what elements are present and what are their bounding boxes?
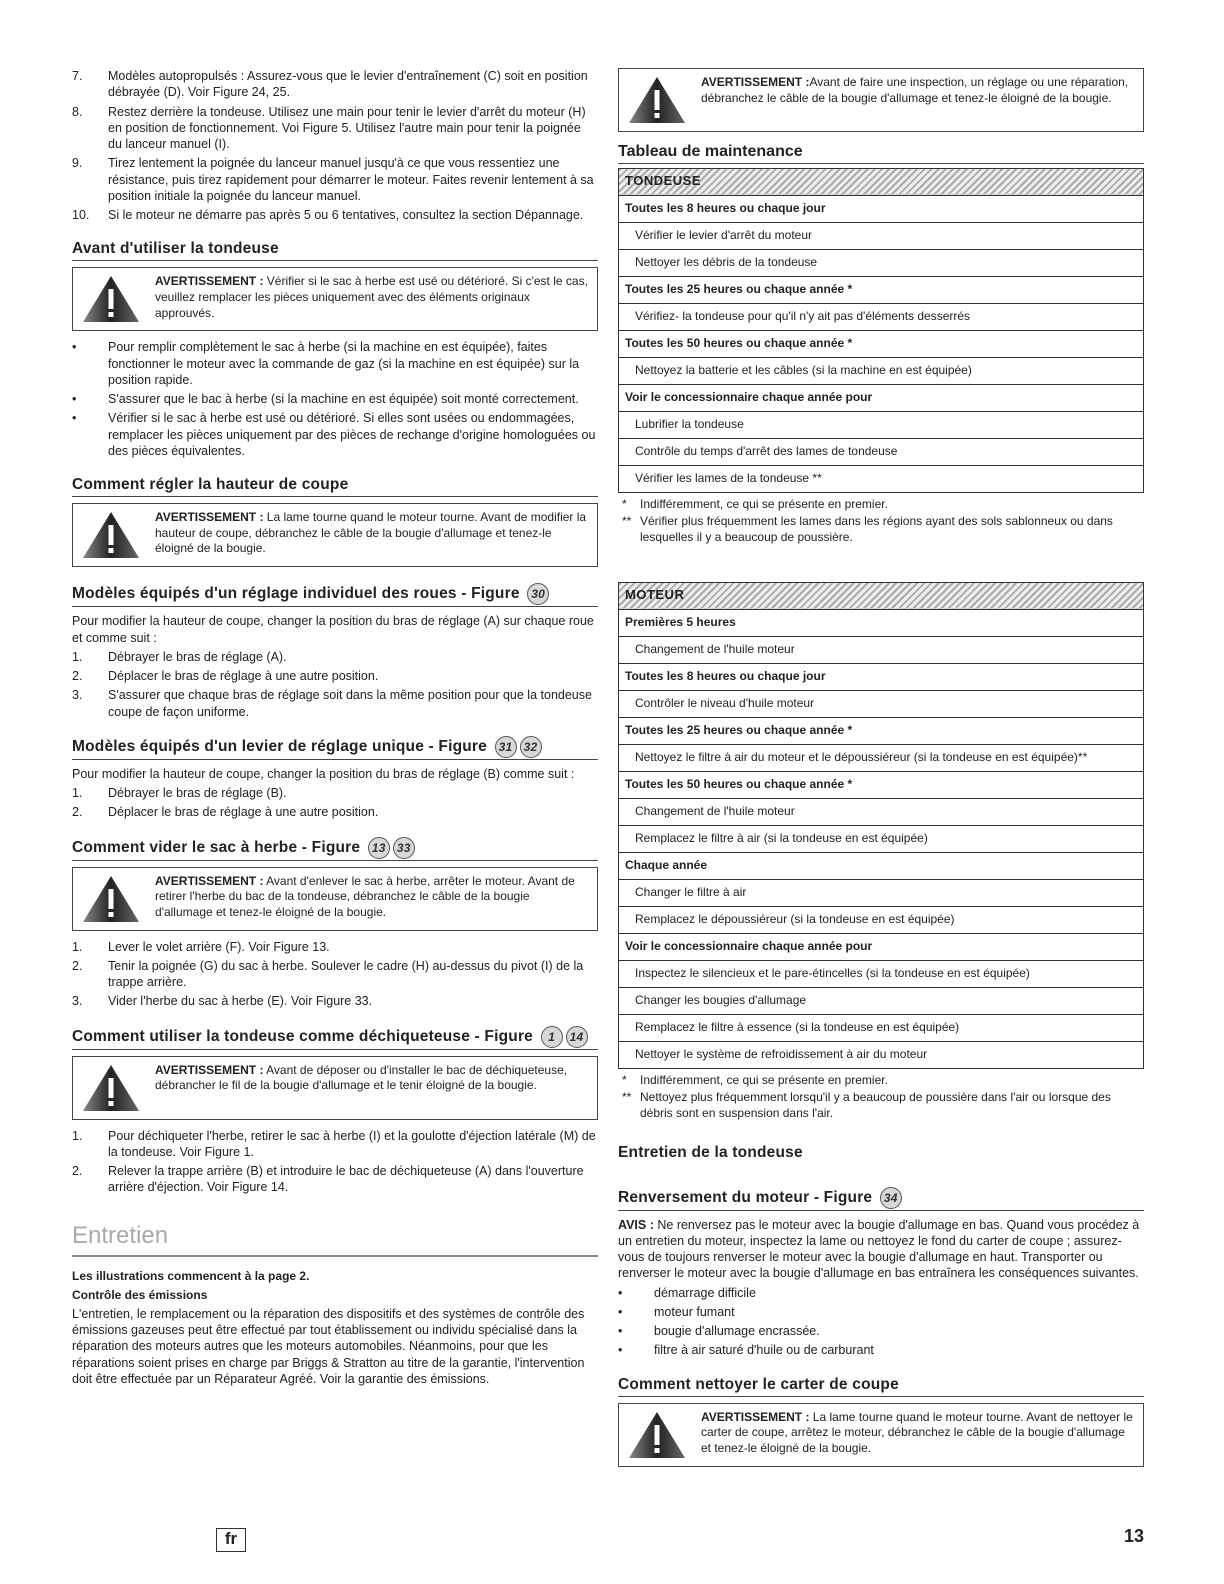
- section-heading: Entretien de la tondeuse: [618, 1144, 803, 1162]
- list-item: 10. Si le moteur ne démarre pas après 5 ou 6 tentatives, consultez la section Dépannage.: [72, 208, 584, 222]
- list-item: 2. Déplacer le bras de réglage à une autre position.: [72, 805, 379, 820]
- figure-ref-badge: 13: [368, 837, 390, 859]
- table-group-row: [619, 276, 1144, 303]
- table-row: [619, 960, 1144, 987]
- maintenance-table-title: Tableau de maintenance: [618, 142, 1144, 164]
- table-row: [619, 465, 1144, 492]
- warning-box: AVERTISSEMENT : Avant d'enlever le sac à herbe, arrêter le moteur. Avant de retirer l'herbe du bac de la tondeuse, débranchez le câble de la bougie d'allumage et tenez-le éloigné de la bougie.: [72, 867, 598, 931]
- maintenance-table-moteur: [618, 582, 1144, 1069]
- list-item: 1. Débrayer le bras de réglage (A).: [72, 649, 287, 664]
- list-item: 1. Pour déchiqueter l'herbe, retirer le sac à herbe (I) et la goulotte d'éjection latérale (M) de la tondeuse. Voir Figure 1.: [72, 1128, 596, 1159]
- maintenance-table-tondeuse: [618, 168, 1144, 493]
- table-row: [619, 411, 1144, 438]
- table-cell: Nettoyez la batterie et les câbles (si la machine en est équipée): [619, 357, 1144, 384]
- table-notes: * Indifféremment, ce qui se présente en premier. ** Nettoyez plus fréquemment lorsqu'il y a beaucoup de poussière dans l'air ou lorsque des débris sont en suspension dans l'air.: [622, 1072, 1111, 1120]
- section-heading: Avant d'utiliser la tondeuse: [72, 239, 598, 261]
- table-group-row: [619, 609, 1144, 636]
- table-cell: Changement de l'huile moteur: [619, 798, 1144, 825]
- table-row: [619, 1014, 1144, 1041]
- list-item: • Pour remplir complètement le sac à herbe (si la machine en est équipée), faites fonctionner le moteur avec la commande de gaz (si la machine en est équipée) sur la position rapide.: [72, 340, 580, 387]
- table-row: [619, 222, 1144, 249]
- figure-ref-badge: 33: [393, 837, 415, 859]
- warning-triangle-icon: [627, 1410, 687, 1460]
- table-row: [619, 1041, 1144, 1068]
- table-group-row: [619, 852, 1144, 879]
- table-cell: Nettoyer les débris de la tondeuse: [619, 249, 1144, 276]
- table-cell: Inspectez le silencieux et le pare-étincelles (si la tondeuse en est équipée): [619, 960, 1144, 987]
- figure-ref-badge: 1: [541, 1026, 563, 1048]
- table-cell: Contrôle du temps d'arrêt des lames de tondeuse: [619, 438, 1144, 465]
- table-cell: Changement de l'huile moteur: [619, 636, 1144, 663]
- table-cell: Changer le filtre à air: [619, 879, 1144, 906]
- figure-ref-badge: 31: [495, 736, 517, 758]
- section-heading: Comment utiliser la tondeuse comme déchiqueteuse - Figure 1 14: [72, 1026, 598, 1050]
- table-header-row: [619, 582, 1144, 609]
- warning-triangle-icon: [81, 874, 141, 924]
- warning-box: AVERTISSEMENT : La lame tourne quand le moteur tourne. Avant de modifier la hauteur de coupe, débranchez le câble de la bougie d'allumage et tenez-le éloigné de la bougie.: [72, 503, 598, 567]
- figure-ref-badge: 14: [566, 1026, 588, 1048]
- table-cell: Changer les bougies d'allumage: [619, 987, 1144, 1014]
- table-row: [619, 636, 1144, 663]
- warning-box: AVERTISSEMENT : La lame tourne quand le moteur tourne. Avant de nettoyer le carter de coupe, arrêtez le moteur, débranchez le câble de la bougie d'allumage et tenez-le éloigné de la bougie.: [618, 1403, 1144, 1467]
- page-number: 13: [1123, 1525, 1144, 1546]
- table-cell: Voir le concessionnaire chaque année pour: [619, 384, 1144, 411]
- section-heading: Comment régler la hauteur de coupe: [72, 475, 598, 497]
- warning-box: AVERTISSEMENT : Vérifier si le sac à herbe est usé ou détérioré. Si c'est le cas, veuillez remplacer les pièces uniquement avec des éléments originaux approuvés.: [72, 267, 598, 331]
- table-header-row: [619, 168, 1144, 195]
- table-cell: Vérifier les lames de la tondeuse **: [619, 465, 1144, 492]
- chapter-title: Entretien: [72, 1220, 598, 1257]
- table-row: [619, 987, 1144, 1014]
- warning-triangle-icon: [81, 1063, 141, 1113]
- right-column: AVERTISSEMENT :Avant de faire une inspection, un réglage ou une réparation, débranchez le câble de la bougie d'allumage et tenez-le éloigné de la bougie. Tableau de maintenance TONDEUSE Toutes les 8 heures ou chaque jour Vérifier le levier d'arrêt du moteur Nettoyer les débris de la tondeuse Toutes les 25 heures ou chaque année * Vérifiez- la tondeuse pour qu'il n'y ait pas d'éléments desserrés Toutes les 50 heures ou chaque année * Nettoyez la batterie et les câbles (si la machine en est équipée) Voir le concessionnaire chaque année pour Lubrifier la tondeuse Contrôle du temps d'arrêt des lames de tondeuse Vérifier les lames de la tondeuse ** * Indifféremment, ce qui se présente en premier. ** Vérifier plus fréquemment les lames dans les régions ayant des sols sablonneux ou dans lesquelles il y a beaucoup de poussière. MOTEUR Premières 5 heures Changement de l'huile moteur Toutes les 8 heures ou chaque jour Contrôler le niveau d'huile moteur Toutes les 25 heures ou chaque année * Nettoyez le filtre à air du moteur et le dépoussiéreur (si la tondeuse en est équipée)** Toutes les 50 heures ou chaque année * Changement de l'huile moteur Remplacez le filtre à air (si la tondeuse en est équipée) Chaque année Changer le filtre à air Remplacez le dépoussiéreur (si la tondeuse en est équipée) Voir le concessionnaire chaque année pour Inspectez le silencieux et le pare-étincelles (si la tondeuse en est équipée) Changer les bougies d'allumage Remplacez le filtre à essence (si la tondeuse en est équipée) Nettoyer le système de refroidissement à air du moteur * Indifféremment, ce qui se présente en premier. ** Nettoyez plus fréquemment lorsqu'il y a beaucoup de poussière dans l'air ou lorsque des débris sont en suspension dans l'air. Entretien de la tondeuse Renversement du moteur - Figure 34 AVIS : Ne renversez pas le moteur avec la bougie d'allumage en bas. Quand vous procédez à un entretien du moteur, inspectez la lame ou nettoyez le fond du carter de coupe ; assurez-vous de toujours renverser le moteur avec la bougie d'allumage en haut. Transporter ou renverser le moteur avec la bougie d'allumage en bas entraînera les conséquences suivantes. • démarrage difficile • moteur fumant • bougie d'allumage encrassée. • filtre à air saturé d'huile ou de carburant Comment nettoyer le carter de coupe AVERTISSEMENT : La lame tourne quand le moteur tourne. Avant de nettoyer le carter de coupe, arrêtez le moteur, débranchez le câble de la bougie d'allumage et tenez-le éloigné de la bougie.: [618, 68, 1144, 1475]
- table-row: [619, 906, 1144, 933]
- table-cell: Toutes les 8 heures ou chaque jour: [619, 663, 1144, 690]
- list-item: • démarrage difficile: [618, 1285, 756, 1300]
- table-cell: Vérifier le levier d'arrêt du moteur: [619, 222, 1144, 249]
- section-heading: Modèles équipés d'un réglage individuel des roues - Figure 30: [72, 583, 598, 607]
- table-row: [619, 744, 1144, 771]
- table-cell: Toutes les 8 heures ou chaque jour: [619, 195, 1144, 222]
- table-row: [619, 438, 1144, 465]
- table-cell: Premières 5 heures: [619, 609, 1144, 636]
- table-cell: Toutes les 25 heures ou chaque année *: [619, 717, 1144, 744]
- table-cell: Chaque année: [619, 852, 1144, 879]
- table-cell: Nettoyez le filtre à air du moteur et le dépoussiéreur (si la tondeuse en est équipée)**: [619, 744, 1144, 771]
- table-cell: Toutes les 25 heures ou chaque année *: [619, 276, 1144, 303]
- table-header-cell: TONDEUSE: [619, 168, 1144, 195]
- list-item: 9. Tirez lentement la poignée du lanceur manuel jusqu'à ce que vous ressentiez une résistance, puis tirez rapidement pour démarrer le moteur. Faites revenir lentement à sa position initiale la poignée du lanceur manuel.: [72, 156, 594, 203]
- list-item: 2. Déplacer le bras de réglage à une autre position.: [72, 669, 379, 684]
- section-heading: Renversement du moteur - Figure 34: [618, 1187, 1144, 1211]
- warning-triangle-icon: [81, 274, 141, 324]
- table-notes: * Indifféremment, ce qui se présente en premier. ** Vérifier plus fréquemment les lames dans les régions ayant des sols sablonneux ou dans lesquelles il y a beaucoup de poussière.: [622, 496, 1113, 544]
- table-row: [619, 798, 1144, 825]
- table-group-row: [619, 771, 1144, 798]
- table-header-cell: MOTEUR: [619, 582, 1144, 609]
- table-cell: Remplacez le dépoussiéreur (si la tondeuse en est équipée): [619, 906, 1144, 933]
- table-cell: Toutes les 50 heures ou chaque année *: [619, 330, 1144, 357]
- table-row: [619, 357, 1144, 384]
- list-item: 8. Restez derrière la tondeuse. Utilisez une main pour tenir le levier d'arrêt du moteur (H) en position de fonctionnement. Voi Figure 5. Utilisez l'autre main pour tenir la poignée du lanceur manuel (I).: [72, 104, 586, 151]
- list-item: • Vérifier si le sac à herbe est usé ou détérioré. Si elles sont usées ou endommagées, remplacer les pièces uniquement par des pièces de rechange d'origine homologuées ou des pièces équivalentes.: [72, 411, 596, 458]
- language-tag: fr: [216, 1528, 246, 1552]
- list-item: • moteur fumant: [618, 1304, 735, 1319]
- list-item: 2. Tenir la poignée (G) du sac à herbe. Soulever le cadre (H) au-dessus du pivot (I) de la trappe arrière.: [72, 958, 584, 990]
- table-cell: Remplacez le filtre à essence (si la tondeuse en est équipée): [619, 1014, 1144, 1041]
- table-group-row: [619, 384, 1144, 411]
- table-group-row: [619, 195, 1144, 222]
- table-group-row: [619, 663, 1144, 690]
- table-row: [619, 690, 1144, 717]
- start-steps: [72, 68, 598, 223]
- section-heading: Comment nettoyer le carter de coupe: [618, 1375, 1144, 1397]
- table-cell: Voir le concessionnaire chaque année pour: [619, 933, 1144, 960]
- list-item: • S'assurer que le bac à herbe (si la machine en est équipée) soit monté correctement.: [72, 392, 579, 407]
- list-item: 2. Relever la trappe arrière (B) et introduire le bac de déchiqueteuse (A) dans l'ouverture arrière d'éjection. Voir Figure 14.: [72, 1164, 584, 1195]
- list-item: 7. Modèles autopropulsés : Assurez-vous que le levier d'entraînement (C) soit en position débrayée (D). Voir Figure 24, 25.: [72, 69, 588, 100]
- list-item: 1. Débrayer le bras de réglage (B).: [72, 786, 287, 801]
- warning-box: AVERTISSEMENT : Avant de déposer ou d'installer le bac de déchiqueteuse, débrancher le fil de la bougie d'allumage et le tenir éloigné de la bougie.: [72, 1056, 598, 1120]
- left-column: 7. Modèles autopropulsés : Assurez-vous que le levier d'entraînement (C) soit en position débrayée (D). Voir Figure 24, 25. 8. Restez derrière la tondeuse. Utilisez une main pour tenir le levier d'arrêt du moteur (H) en position de fonctionnement. Voi Figure 5. Utilisez l'autre main pour tenir la poignée du lanceur manuel (I). 9. Tirez lentement la poignée du lanceur manuel jusqu'à ce que vous ressentiez une résistance, puis tirez rapidement pour démarrer le moteur. Faites revenir lentement à sa position initiale la poignée du lanceur manuel. 10. Si le moteur ne démarre pas après 5 ou 6 tentatives, consultez la section Dépannage. Avant d'utiliser la tondeuse AVERTISSEMENT : Vérifier si le sac à herbe est usé ou détérioré. Si c'est le cas, veuillez remplacer les pièces uniquement avec des éléments originaux approuvés. • Pour remplir complètement le sac à herbe (si la machine en est équipée), faites fonctionner le moteur avec la commande de gaz (si la machine en est équipée) sur la position rapide. • S'assurer que le bac à herbe (si la machine en est équipée) soit monté correctement. • Vérifier si le sac à herbe est usé ou détérioré. Si elles sont usées ou endommagées, remplacer les pièces uniquement par des pièces de rechange d'origine homologuées ou des pièces équivalentes. Comment régler la hauteur de coupe AVERTISSEMENT : La lame tourne quand le moteur tourne. Avant de modifier la hauteur de coupe, débranchez le câble de la bougie d'allumage et tenez-le éloigné de la bougie. Modèles équipés d'un réglage individuel des roues - Figure 30 Pour modifier la hauteur de coupe, changer la position du bras de réglage (A) sur chaque roue et comme suit : 1. Débrayer le bras de réglage (A). 2. Déplacer le bras de réglage à une autre position. 3. S'assurer que chaque bras de réglage soit dans la même position pour que la tondeuse coupe de façon uniforme. Modèles équipés d'un levier de réglage unique - Figure 31 32 Pour modifier la hauteur de coupe, changer la position du bras de réglage (B) comme suit : 1. Débrayer le bras de réglage (B). 2. Déplacer le bras de réglage à une autre position. Comment vider le sac à herbe - Figure 13 33 AVERTISSEMENT : Avant d'enlever le sac à herbe, arrêter le moteur. Avant de retirer l'herbe du bac de la tondeuse, débranchez le câble de la bougie d'allumage et tenez-le éloigné de la bougie. 1. Lever le volet arrière (F). Voir Figure 13. 2. Tenir la poignée (G) du sac à herbe. Soulever le cadre (H) au-dessus du pivot (I) de la trappe arrière. 3. Vider l'herbe du sac à herbe (E). Voir Figure 33. Comment utiliser la tondeuse comme déchiqueteuse - Figure 1 14 AVERTISSEMENT : Avant de déposer ou d'installer le bac de déchiqueteuse, débrancher le fil de la bougie d'allumage et le tenir éloigné de la bougie. 1. Pour déchiqueter l'herbe, retirer le sac à herbe (I) et la goulotte d'éjection latérale (M) de la tondeuse. Voir Figure 1. 2. Relever la trappe arrière (B) et introduire le bac de déchiqueteuse (A) dans l'ouverture arrière d'éjection. Voir Figure 14. Entretien Les illustrations commencent à la page 2. Contrôle des émissions L'entretien, le remplacement ou la réparation des dispositifs et des systèmes de contrôle des émissions gazeuses peut être effectué par tout établissement ou individu spécialisé dans la réparation des moteurs autres que les moteurs automobiles. Néanmoins, pour que les réparations soient prises en charge par Briggs & Stratton au titre de la garantie, l'intervention doit être effectuée par un Réparateur Agréé. Voir la garantie des émissions.: [72, 68, 598, 1390]
- list-item: • bougie d'allumage encrassée.: [618, 1324, 820, 1338]
- table-group-row: [619, 717, 1144, 744]
- warning-triangle-icon: [627, 75, 687, 125]
- list-item: 3. S'assurer que chaque bras de réglage soit dans la même position pour que la tondeuse coupe de façon uniforme.: [72, 688, 592, 719]
- warning-triangle-icon: [81, 510, 141, 560]
- table-cell: Lubrifier la tondeuse: [619, 411, 1144, 438]
- table-group-row: [619, 330, 1144, 357]
- table-row: [619, 825, 1144, 852]
- warning-box: AVERTISSEMENT :Avant de faire une inspection, un réglage ou une réparation, débranchez le câble de la bougie d'allumage et tenez-le éloigné de la bougie.: [618, 68, 1144, 132]
- bullet-list: [72, 339, 598, 459]
- table-cell: Toutes les 50 heures ou chaque année *: [619, 771, 1144, 798]
- table-cell: Contrôler le niveau d'huile moteur: [619, 690, 1144, 717]
- table-cell: Vérifiez- la tondeuse pour qu'il n'y ait pas d'éléments desserrés: [619, 303, 1144, 330]
- section-heading: Modèles équipés d'un levier de réglage unique - Figure 31 32: [72, 736, 598, 760]
- table-row: [619, 303, 1144, 330]
- table-cell: Remplacez le filtre à air (si la tondeuse en est équipée): [619, 825, 1144, 852]
- list-item: 1. Lever le volet arrière (F). Voir Figure 13.: [72, 939, 330, 954]
- table-cell: Nettoyer le système de refroidissement à air du moteur: [619, 1041, 1144, 1068]
- figure-ref-badge: 30: [527, 583, 549, 605]
- section-heading: Comment vider le sac à herbe - Figure 13 33: [72, 837, 598, 861]
- table-row: [619, 249, 1144, 276]
- list-item: • filtre à air saturé d'huile ou de carburant: [618, 1343, 874, 1358]
- list-item: 3. Vider l'herbe du sac à herbe (E). Voir Figure 33.: [72, 994, 373, 1009]
- figure-ref-badge: 34: [880, 1187, 902, 1209]
- table-row: [619, 879, 1144, 906]
- figure-ref-badge: 32: [520, 736, 542, 758]
- table-group-row: [619, 933, 1144, 960]
